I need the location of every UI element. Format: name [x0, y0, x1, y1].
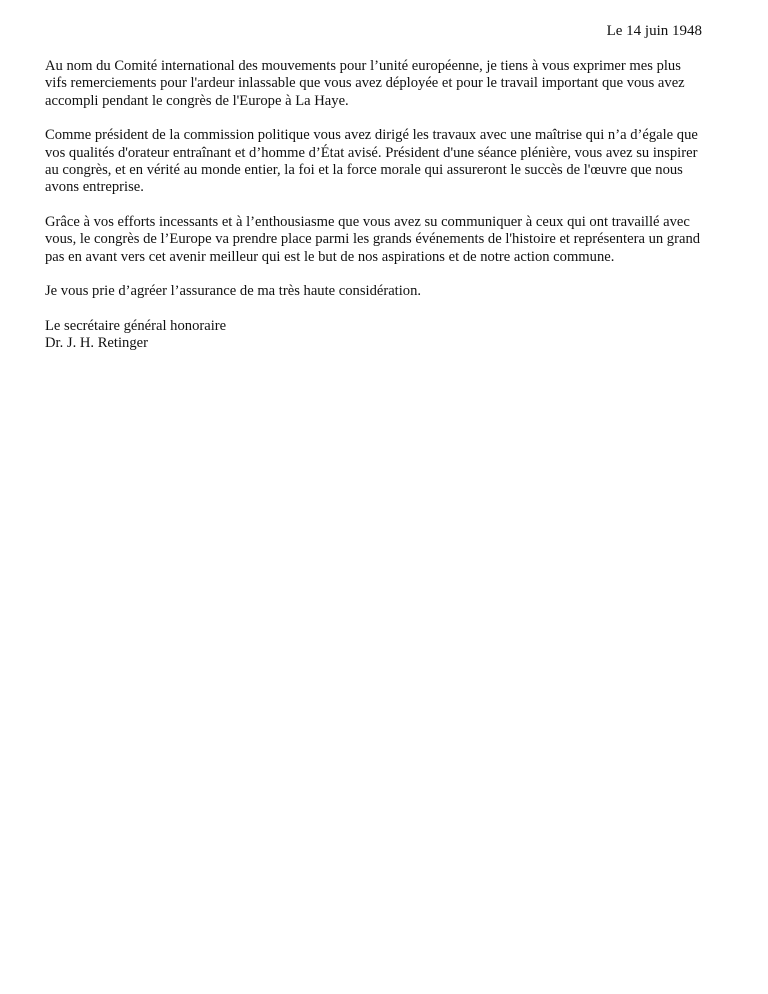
letter-body [45, 58, 705, 317]
paragraph-commission: Comme président de la commission politique vous avez dirigé les travaux avec une maîtrise qui n’a d’égale que vos qualités d'orateur entraînant et d’homme d’État avisé. Président d'une séance plénière, vous avez su inspirer au congrès, et en vérité au monde entier, la foi et la force morale qui assureront le succès de l'œuvre que nous avons entreprise. [45, 127, 698, 196]
header-fragment [200, 0, 420, 6]
letter-date: Le 14 juin 1948 [606, 23, 702, 39]
paragraph-closing: Je vous prie d’agréer l’assurance de ma très haute considération. [45, 283, 422, 300]
signature-title: Le secrétaire général honoraire [45, 318, 227, 334]
signature-block [45, 318, 226, 353]
paragraph-congress: Grâce à vos efforts incessants et à l’enthousiasme que vous avez su communiquer à ceux qui ont travaillé avec vous, le congrès de l’Europe va prendre place parmi les grands événements de l'histoire et représentera un grand pas en avant vers cet avenir meilleur qui est le but de nos aspirations et de notre action commune. [45, 213, 701, 265]
signature-name: Dr. J. H. Retinger [45, 335, 148, 352]
paragraph-thanks: Au nom du Comité international des mouvements pour l’unité européenne, je tiens à vous exprimer mes plus vifs remerciements pour l'ardeur inlassable que vous avez déployée et pour le travail important que vous avez accompli pendant le congrès de l'Europe à La Haye. [45, 58, 685, 109]
